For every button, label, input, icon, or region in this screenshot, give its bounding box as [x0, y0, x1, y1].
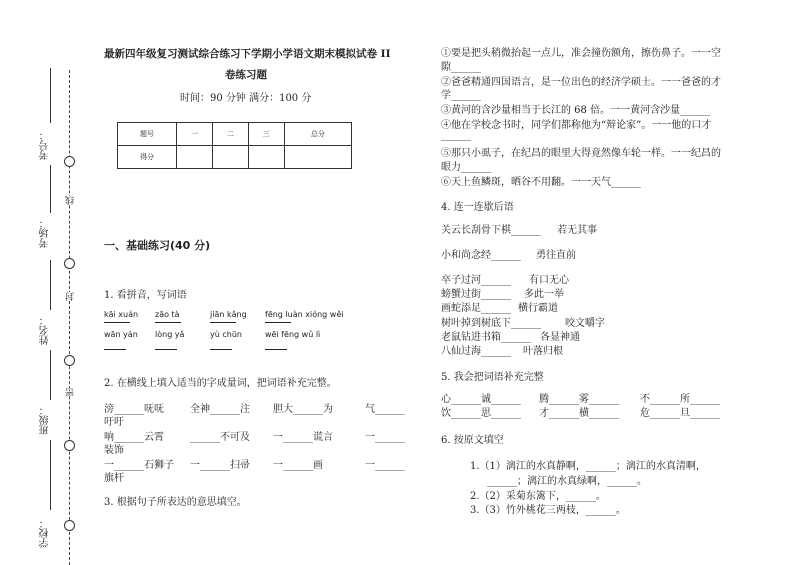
fill-item-wrap: 吁吁: [104, 417, 124, 428]
idiom-right: 勇往直前: [536, 250, 576, 261]
q3-item-line: ①要是把头稍微抬起一点儿，准会撞伤额角，擦伤鼻子。一一空: [441, 48, 721, 59]
binding-hole: [64, 355, 75, 366]
cut-mark-mi: 密: [66, 388, 76, 397]
time-score-info: 时间：90 分钟 满分：100 分: [180, 93, 312, 104]
cut-mark-feng: 封: [66, 292, 76, 301]
fill-item: 响______云霄: [104, 432, 164, 443]
answer-blank[interactable]: [104, 349, 126, 350]
score-header-cell: 二: [212, 123, 248, 146]
idiom-right: 叶落归根: [523, 346, 563, 357]
q3-item-line: ______: [441, 130, 471, 141]
answer-blank[interactable]: [155, 349, 177, 350]
word-fill: 腾______雾______: [539, 394, 619, 405]
word-fill: 才______横______: [539, 408, 619, 419]
binding-hole: [64, 156, 75, 167]
field-line-kaohao: [50, 68, 51, 123]
label-kaochang: 考场：: [40, 218, 51, 248]
score-cell[interactable]: [212, 146, 248, 169]
field-line-kaochang: [50, 165, 51, 213]
answer-blank[interactable]: [210, 349, 232, 350]
score-header-cell: 三: [248, 123, 284, 146]
score-table: [117, 122, 352, 169]
answer-blank[interactable]: [155, 322, 181, 323]
word-fill: 不______所______: [640, 394, 720, 405]
fill-item: 一______: [365, 460, 405, 471]
exam-title-line2: 卷练习题: [225, 69, 267, 81]
idiom-left: 树叶掉到树底下______: [441, 318, 541, 329]
q3-item-line: ⑤那只小虱子，在纪昌的眼里大得竟然像车轮一样。一一纪昌的: [441, 148, 721, 159]
score-cell[interactable]: [248, 146, 284, 169]
score-cell[interactable]: [177, 146, 213, 169]
fill-item-wrap: 旗杆: [104, 473, 124, 484]
answer-blank[interactable]: [210, 322, 236, 323]
idiom-left: 画蛇添足______: [441, 303, 511, 314]
fill-item: 滂______呒呒: [104, 404, 164, 415]
question-1-prompt: 1. 看拼音，写词语: [104, 290, 187, 301]
pinyin-item: fēng luàn xióng wěi: [265, 310, 344, 319]
idiom-right: 各显神通: [540, 332, 580, 343]
pinyin-item: kāi xuán: [104, 310, 139, 319]
field-line-xingming: [50, 260, 51, 310]
fill-item: 气______: [365, 404, 405, 415]
recite-item: 3.（3）竹外桃花三两枝，______。: [470, 505, 626, 516]
word-fill: 危______旦______: [640, 408, 720, 419]
idiom-left: 老鼠钻进书箱______: [441, 332, 531, 343]
score-header-cell: 一: [177, 123, 213, 146]
binding-hole: [64, 520, 75, 531]
score-header-cell: 题号: [118, 123, 177, 146]
score-cell[interactable]: [284, 146, 351, 169]
pinyin-item: jiān kǎng: [210, 310, 247, 319]
answer-blank[interactable]: [265, 322, 291, 323]
score-table-header-row: [118, 123, 352, 146]
question-2-prompt: 2. 在横线上填入适当的字成量词，把词语补充完整。: [104, 378, 337, 389]
word-fill: 心______诚______: [441, 394, 521, 405]
label-xuexiao: 学校：: [40, 518, 51, 548]
fill-item: ______不可及: [190, 432, 250, 443]
idiom-left: 关云长刮骨下棋______: [441, 225, 541, 236]
label-kaohao: 考号：: [40, 130, 51, 160]
idiom-right: 咬文嚼字: [565, 318, 605, 329]
cut-mark-xian: 线: [66, 196, 76, 205]
fill-item: 一______: [365, 432, 405, 443]
answer-blank[interactable]: [104, 322, 130, 323]
q3-item-line: ③黄河的含沙量相当于长江的 68 倍。一一黄河含沙量______: [441, 105, 711, 116]
pinyin-item: lòng yǎ: [155, 330, 185, 339]
binding-hole: [64, 440, 75, 451]
label-xingming: 姓名：: [40, 315, 51, 345]
field-line-banji: [50, 350, 51, 400]
pinyin-item: zāo tà: [155, 310, 180, 319]
binding-hole: [64, 258, 75, 269]
idiom-right: 若无其事: [557, 225, 597, 236]
pinyin-item: yù chūn: [210, 330, 242, 339]
question-3-prompt: 3. 根据句子所表达的意思填空。: [104, 497, 247, 508]
fill-item-wrap: 装饰: [104, 445, 124, 456]
fill-item: 全神______注: [190, 404, 250, 415]
binding-dashed-line: [69, 70, 70, 565]
q3-item-line: 眼力______: [441, 162, 491, 173]
idiom-right: 横行霸道: [518, 303, 558, 314]
recite-item: ______；漓江的水真绿啊，______。: [487, 476, 647, 487]
fill-item: 一______画: [273, 460, 323, 471]
recite-item: 2.（2）采菊东篱下，______。: [470, 491, 606, 502]
score-header-cell: 总分: [284, 123, 351, 146]
question-4-prompt: 4. 连一连歇后语: [441, 202, 514, 213]
question-6-prompt: 6. 按原文填空: [441, 435, 504, 446]
answer-blank[interactable]: [265, 349, 287, 350]
idiom-left: 八仙过海______: [441, 346, 511, 357]
idiom-left: 卒子过河______: [441, 275, 511, 286]
fill-item: 胆大______为: [273, 404, 333, 415]
score-row-label: 得分: [118, 146, 177, 169]
field-line-xuexiao: [50, 440, 51, 510]
q3-item-line: ⑥天上鱼鳞斑，晒谷不用翻。一一天气______: [441, 177, 641, 188]
fill-item: 一______扫帚: [190, 460, 250, 471]
idiom-left: 小和尚念经______: [441, 250, 521, 261]
fill-item: 一______谎言: [273, 432, 333, 443]
pinyin-item: wēi fēng wǔ lì: [265, 330, 321, 339]
word-fill: 饮______思______: [441, 408, 521, 419]
question-5-prompt: 5. 我会把词语补充完整: [441, 372, 544, 383]
score-table-score-row: [118, 146, 352, 169]
fill-item: 一______石狮子: [104, 460, 174, 471]
q3-item-line: 隙______: [441, 62, 481, 73]
idiom-left: 螃蟹过街______: [441, 289, 511, 300]
q3-item-line: ②爸爸精通四国语言，是一位出色的经济学硕士。一一爸爸的才: [441, 77, 721, 88]
idiom-right: 有口无心: [529, 275, 569, 286]
recite-item: 1.（1）漓江的水真静啊，______；漓江的水真清啊，: [470, 461, 706, 472]
q3-item-line: ④他在学校念书时，同学们都称他为“辩论家”。一一他的口才: [441, 120, 712, 131]
label-banji: 班级：: [40, 405, 51, 435]
pinyin-item: wān yán: [104, 330, 138, 339]
exam-title-line1: 最新四年级复习测试综合练习下学期小学语文期末模拟试卷 II: [104, 48, 391, 60]
section-heading: 一、基础练习(40 分): [104, 239, 211, 252]
q3-item-line: 学______: [441, 90, 481, 101]
idiom-right: 多此一举: [524, 289, 564, 300]
